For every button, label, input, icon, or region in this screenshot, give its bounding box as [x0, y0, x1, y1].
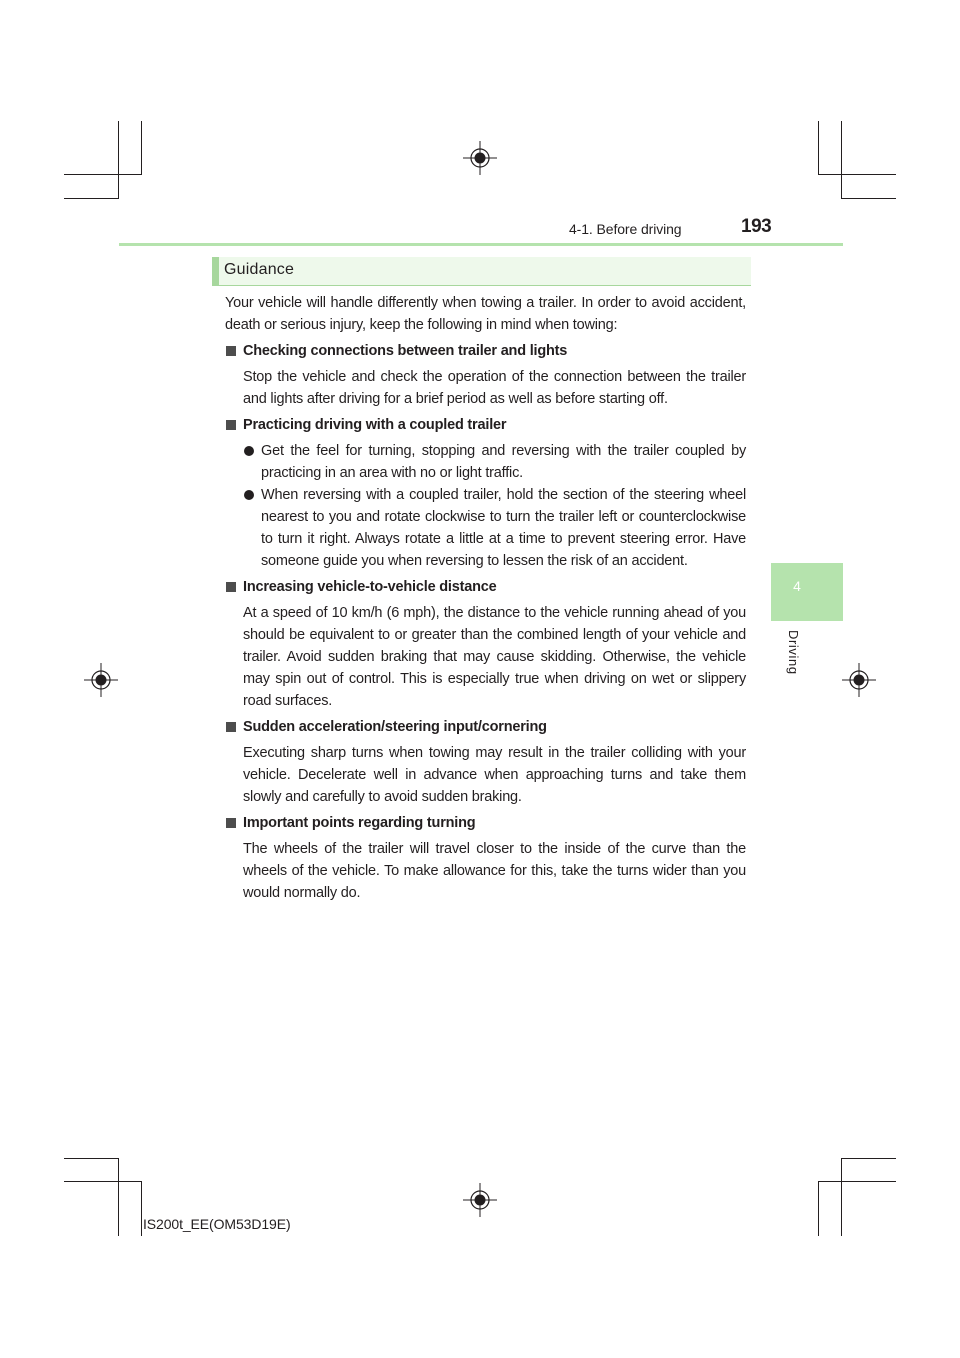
page-number: 193 — [741, 216, 772, 237]
intro-paragraph: Your vehicle will handle differently when towing a trailer. In order to avoid accident, death or serious injury, keep the following in mind when towing: — [225, 295, 746, 333]
list-item — [225, 484, 746, 572]
section-heading-text: Checking connections between trailer and lights — [243, 343, 568, 359]
chapter-tab — [771, 563, 843, 621]
registration-mark-icon — [463, 141, 497, 175]
section-label: 4-1. Before driving — [569, 221, 682, 237]
square-bullet-icon — [226, 582, 236, 592]
section-heading-text: Practicing driving with a coupled trailer — [243, 417, 507, 433]
crop-mark — [141, 121, 142, 174]
bullet-list — [225, 440, 746, 572]
section-body: Executing sharp turns when towing may result in the trailer colliding with your vehicle. Decelerate well in advance when approaching turns and take them slowly and carefully to avoid sudden braking. — [243, 745, 746, 805]
registration-mark-icon — [842, 663, 876, 697]
list-item-text: Get the feel for turning, stopping and reversing with the trailer coupled by practicing in an area with no or light traffic. — [261, 443, 746, 481]
square-bullet-icon — [226, 818, 236, 828]
square-bullet-icon — [226, 722, 236, 732]
circle-bullet-icon — [244, 446, 254, 456]
crop-mark — [841, 1158, 896, 1159]
circle-bullet-icon — [244, 490, 254, 500]
crop-mark — [64, 174, 142, 175]
section-heading — [225, 716, 746, 738]
crop-mark — [818, 1181, 896, 1182]
section-heading — [225, 340, 746, 362]
section-heading — [225, 576, 746, 598]
crop-mark — [841, 121, 842, 199]
square-bullet-icon — [226, 420, 236, 430]
section-body: Stop the vehicle and check the operation of the connection between the trailer and lights after driving for a brief period as well as before starting off. — [243, 369, 746, 407]
crop-mark — [818, 121, 819, 174]
section-heading-text: Sudden acceleration/steering input/cornering — [243, 719, 547, 735]
crop-mark — [64, 198, 118, 199]
section-heading — [225, 414, 746, 436]
square-bullet-icon — [226, 346, 236, 356]
section-heading-text: Important points regarding turning — [243, 815, 476, 831]
header-divider — [119, 243, 843, 246]
list-item-text: When reversing with a coupled trailer, hold the section of the steering wheel nearest to you and rotate clockwise to turn the trailer left or counterclockwise to turn it right. Always rotate a little at a time to prevent steering error. Have someone guide you when reversing to lessen the risk of an accident. — [261, 487, 746, 569]
guidance-header — [212, 257, 751, 286]
manual-code: IS200t_EE(OM53D19E) — [143, 1216, 291, 1232]
guidance-title: Guidance — [224, 261, 295, 278]
crop-mark — [141, 1181, 142, 1236]
registration-mark-icon — [463, 1183, 497, 1217]
crop-mark — [64, 1158, 118, 1159]
section-heading-text: Increasing vehicle-to-vehicle distance — [243, 579, 497, 595]
section-body: At a speed of 10 km/h (6 mph), the distance to the vehicle running ahead of you should be equivalent to or greater than the combined length of your vehicle and trailer. Avoid sudden braking that may cause skidding. Otherwise, the vehicle may spin out of control. This is especially true when driving on wet or slippery road surfaces. — [243, 605, 746, 709]
section-body: The wheels of the trailer will travel closer to the inside of the curve than the wheels of the vehicle. To make allowance for this, take the turns wider than you would normally do. — [243, 841, 746, 901]
chapter-number: 4 — [793, 578, 801, 594]
crop-mark — [118, 1158, 119, 1236]
crop-mark — [818, 1181, 819, 1236]
guidance-content — [225, 292, 746, 908]
crop-mark — [841, 1158, 842, 1236]
crop-mark — [64, 1181, 142, 1182]
section-heading — [225, 812, 746, 834]
chapter-label: Driving — [786, 630, 801, 675]
crop-mark — [118, 121, 119, 199]
crop-mark — [841, 198, 896, 199]
guidance-accent-bar — [212, 257, 219, 285]
list-item — [225, 440, 746, 484]
registration-mark-icon — [84, 663, 118, 697]
crop-mark — [818, 174, 896, 175]
